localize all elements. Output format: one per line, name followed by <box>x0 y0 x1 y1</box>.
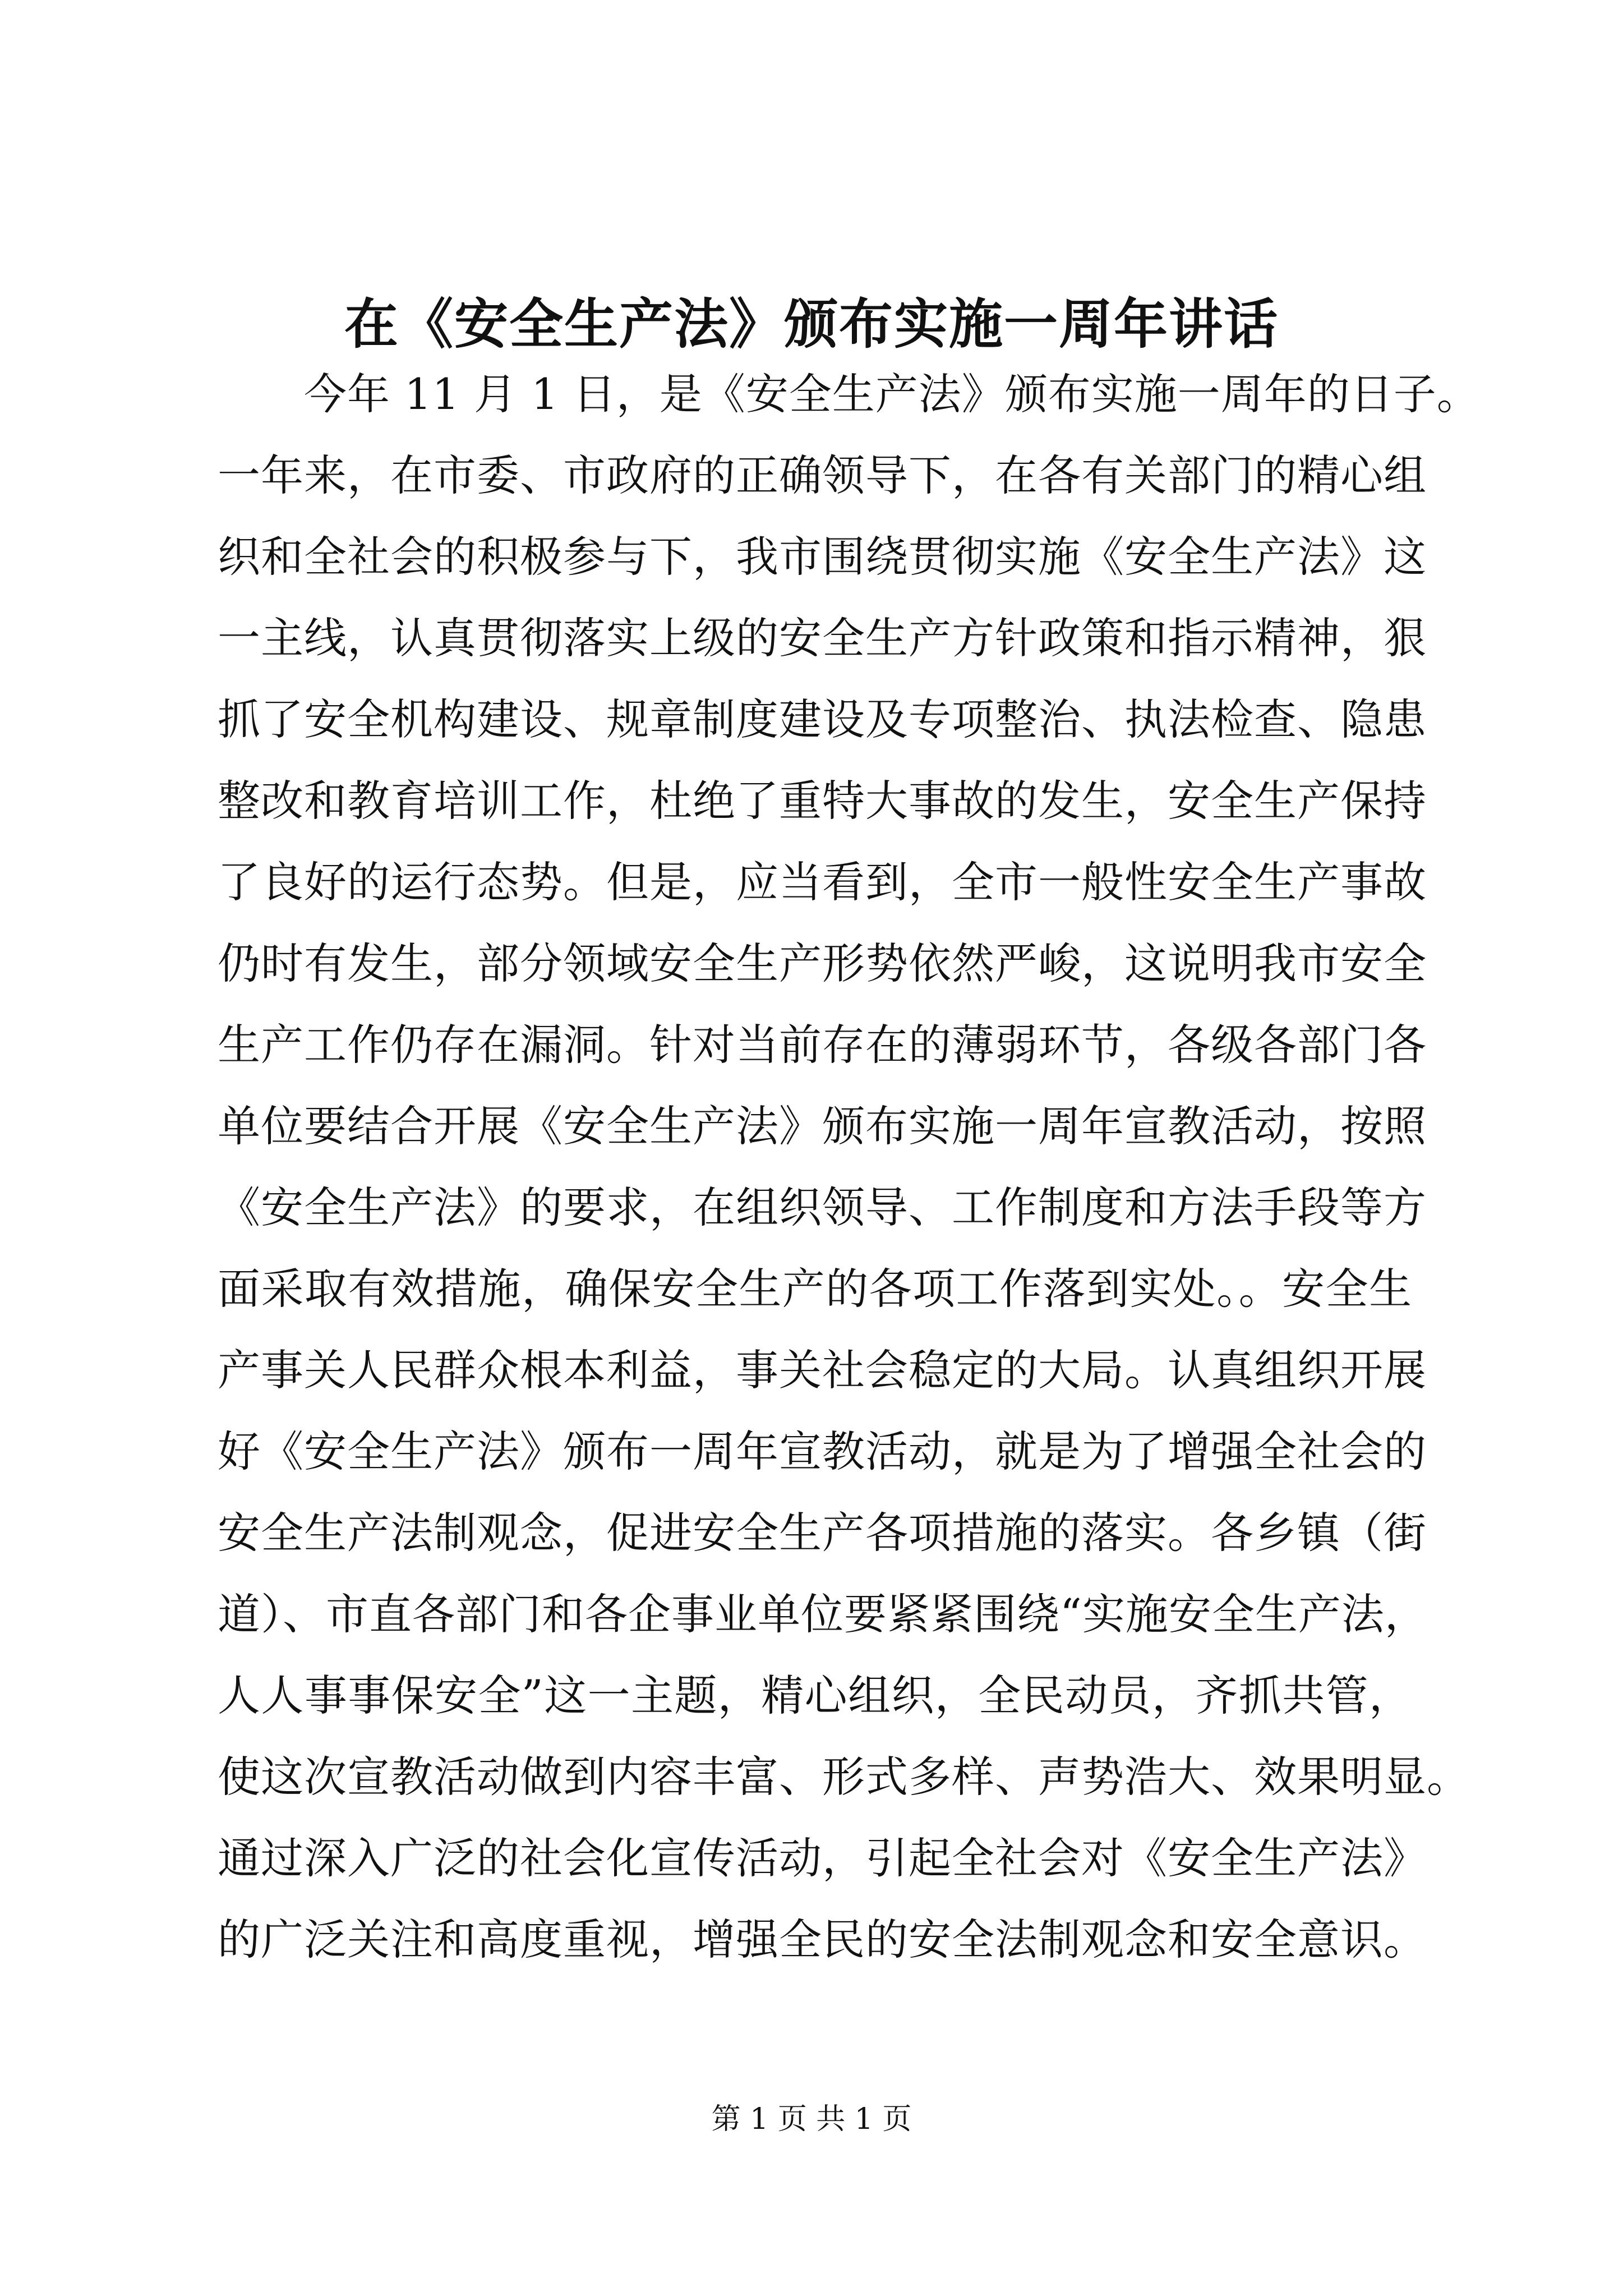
body-line-12: 面采取有效措施，确保安全生产的各项工作落到实处。。安全生 <box>218 1264 1412 1314</box>
body-line-2: 一年来，在市委、市政府的正确领导下，在各有关部门的精心组 <box>218 450 1427 500</box>
body-line-5: 抓了安全机构建设、规章制度建设及专项整治、执法检查、隐患 <box>218 694 1427 744</box>
body-line-11: 《安全生产法》的要求，在组织领导、工作制度和方法手段等方 <box>218 1182 1427 1232</box>
body-line-20: 的广泛关注和高度重视，增强全民的安全法制观念和安全意识。 <box>218 1915 1427 1964</box>
body-line-7: 了良好的运行态势。但是，应当看到，全市一般性安全生产事故 <box>218 857 1427 907</box>
body-line-10: 单位要结合开展《安全生产法》颁布实施一周年宣教活动，按照 <box>218 1101 1427 1151</box>
body-line-17: 人人事事保安全”这一主题，精心组织，全民动员，齐抓共管， <box>218 1671 1412 1720</box>
page-footer: 第 1 页 共 1 页 <box>711 2102 912 2136</box>
body-line-18: 使这次宣教活动做到内容丰富、形式多样、声势浩大、效果明显。 <box>218 1752 1470 1802</box>
body-line-16: 道）、市直各部门和各企事业单位要紧紧围绕“实施安全生产法， <box>218 1589 1428 1639</box>
body-line-6: 整改和教育培训工作，杜绝了重特大事故的发生，安全生产保持 <box>218 776 1427 826</box>
body-line-3: 织和全社会的积极参与下，我市围绕贯彻实施《安全生产法》这 <box>218 532 1427 582</box>
document-body <box>218 353 1480 1980</box>
body-line-14: 好《安全生产法》颁布一周年宣教活动，就是为了增强全社会的 <box>218 1427 1427 1476</box>
body-line-19: 通过深入广泛的社会化宣传活动，引起全社会对《安全生产法》 <box>218 1833 1427 1883</box>
body-line-1: 今年 11 月 1 日，是《安全生产法》颁布实施一周年的日子。 <box>218 369 1480 419</box>
body-line-9: 生产工作仍存在漏洞。针对当前存在的薄弱环节，各级各部门各 <box>218 1020 1427 1070</box>
body-line-4: 一主线，认真贯彻落实上级的安全生产方针政策和指示精神，狠 <box>218 613 1427 663</box>
body-line-8: 仍时有发生，部分领域安全生产形势依然严峻，这说明我市安全 <box>218 938 1427 988</box>
body-line-13: 产事关人民群众根本利益，事关社会稳定的大局。认真组织开展 <box>218 1345 1427 1395</box>
body-line-15: 安全生产法制观念，促进安全生产各项措施的落实。各乡镇（街 <box>218 1508 1427 1558</box>
document-title: 在《安全生产法》颁布实施一周年讲话 <box>344 292 1279 356</box>
